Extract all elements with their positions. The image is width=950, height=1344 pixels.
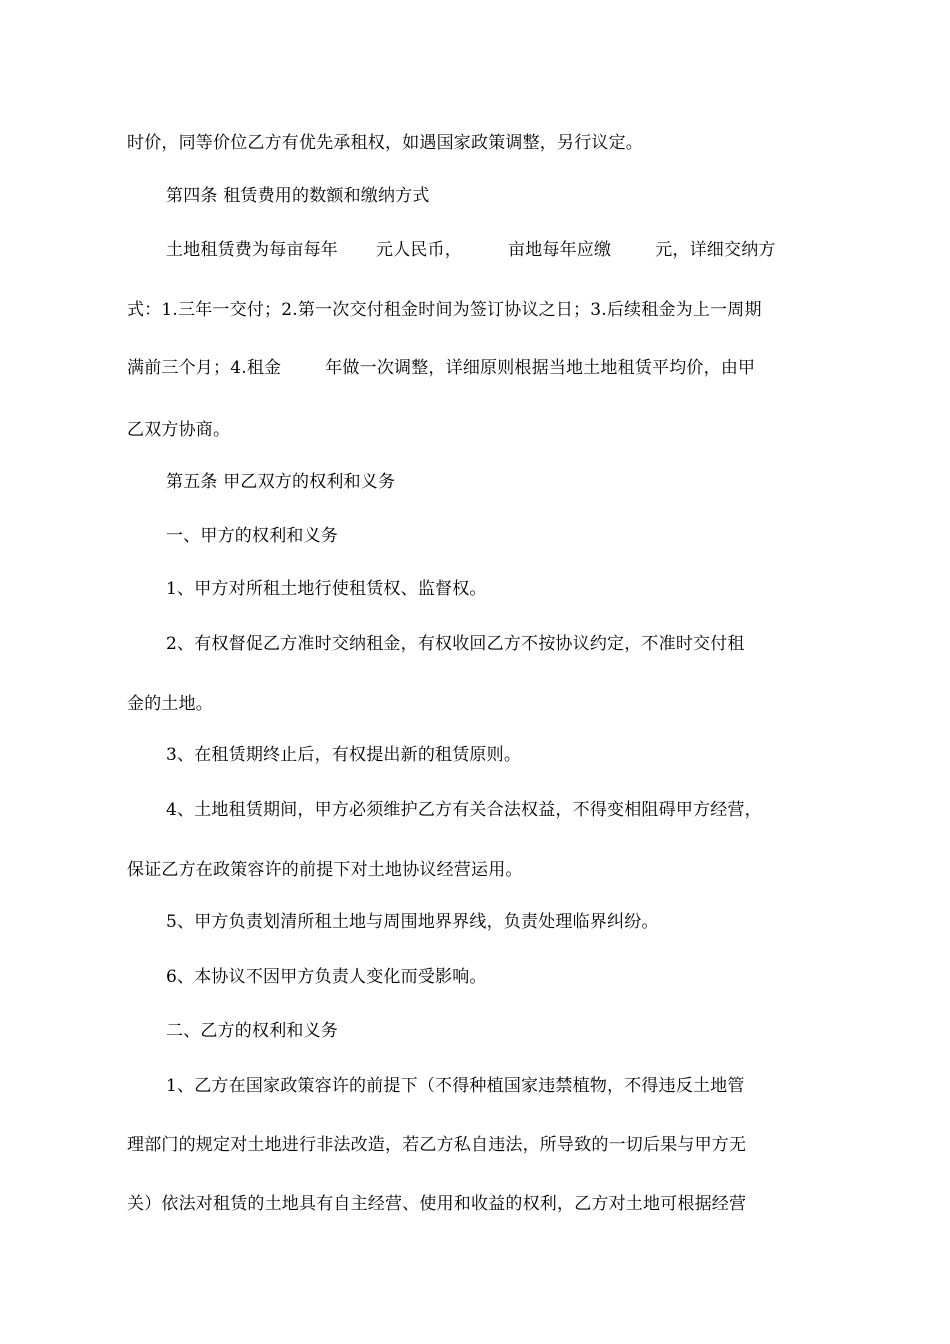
paragraph-line [127, 356, 827, 380]
text-segment: 年做一次调整，详细原则根据当地土地租赁平均价，由甲 [325, 358, 756, 378]
article-5-heading: 第五条 甲乙双方的权利和义务 [166, 472, 396, 492]
text-segment: 土地租赁费为每亩每年 [166, 240, 338, 260]
list-item: 3、在租赁期终止后，有权提出新的租赁原则。 [166, 745, 522, 765]
paragraph-line: 保证乙方在政策容许的前提下对土地协议经营运用。 [127, 860, 523, 880]
paragraph-line: 乙双方协商。 [127, 420, 231, 440]
list-item: 2、有权督促乙方准时交纳租金，有权收回乙方不按协议约定，不准时交付租 [166, 634, 745, 654]
article-4-heading: 第四条 租赁费用的数额和缴纳方式 [166, 186, 430, 206]
paragraph-line: 金的土地。 [127, 694, 213, 714]
text-segment: 满前三个月；4.租金 [127, 358, 282, 378]
text-segment: 元人民币， [376, 240, 462, 260]
paragraph-line: 理部门的规定对土地进行非法改造，若乙方私自违法，所导致的一切后果与甲方无 [127, 1135, 747, 1155]
list-item: 4、土地租赁期间，甲方必须维护乙方有关合法权益，不得变相阻碍甲方经营， [166, 800, 762, 820]
section-heading: 二、乙方的权利和义务 [166, 1021, 338, 1041]
text-segment: 元，详细交纳方 [655, 240, 776, 260]
paragraph-line [166, 238, 866, 262]
paragraph-line: 时价，同等价位乙方有优先承租权，如遇国家政策调整，另行议定。 [127, 133, 643, 153]
section-heading: 一、甲方的权利和义务 [166, 526, 338, 546]
paragraph-line: 式：1.三年一交付；2.第一次交付租金时间为签订协议之日；3.后续租金为上一周期 [127, 300, 762, 320]
list-item: 6、本协议不因甲方负责人变化而受影响。 [166, 967, 487, 987]
list-item: 1、甲方对所租土地行使租赁权、监督权。 [166, 579, 487, 599]
paragraph-line: 关）依法对租赁的土地具有自主经营、使用和收益的权利，乙方对土地可根据经营 [127, 1194, 747, 1214]
list-item: 1、乙方在国家政策容许的前提下（不得种植国家违禁植物，不得违反土地管 [166, 1076, 745, 1096]
text-segment: 亩地每年应缴 [508, 240, 612, 260]
list-item: 5、甲方负责划清所租土地与周围地界界线，负责处理临界纠纷。 [166, 912, 659, 932]
